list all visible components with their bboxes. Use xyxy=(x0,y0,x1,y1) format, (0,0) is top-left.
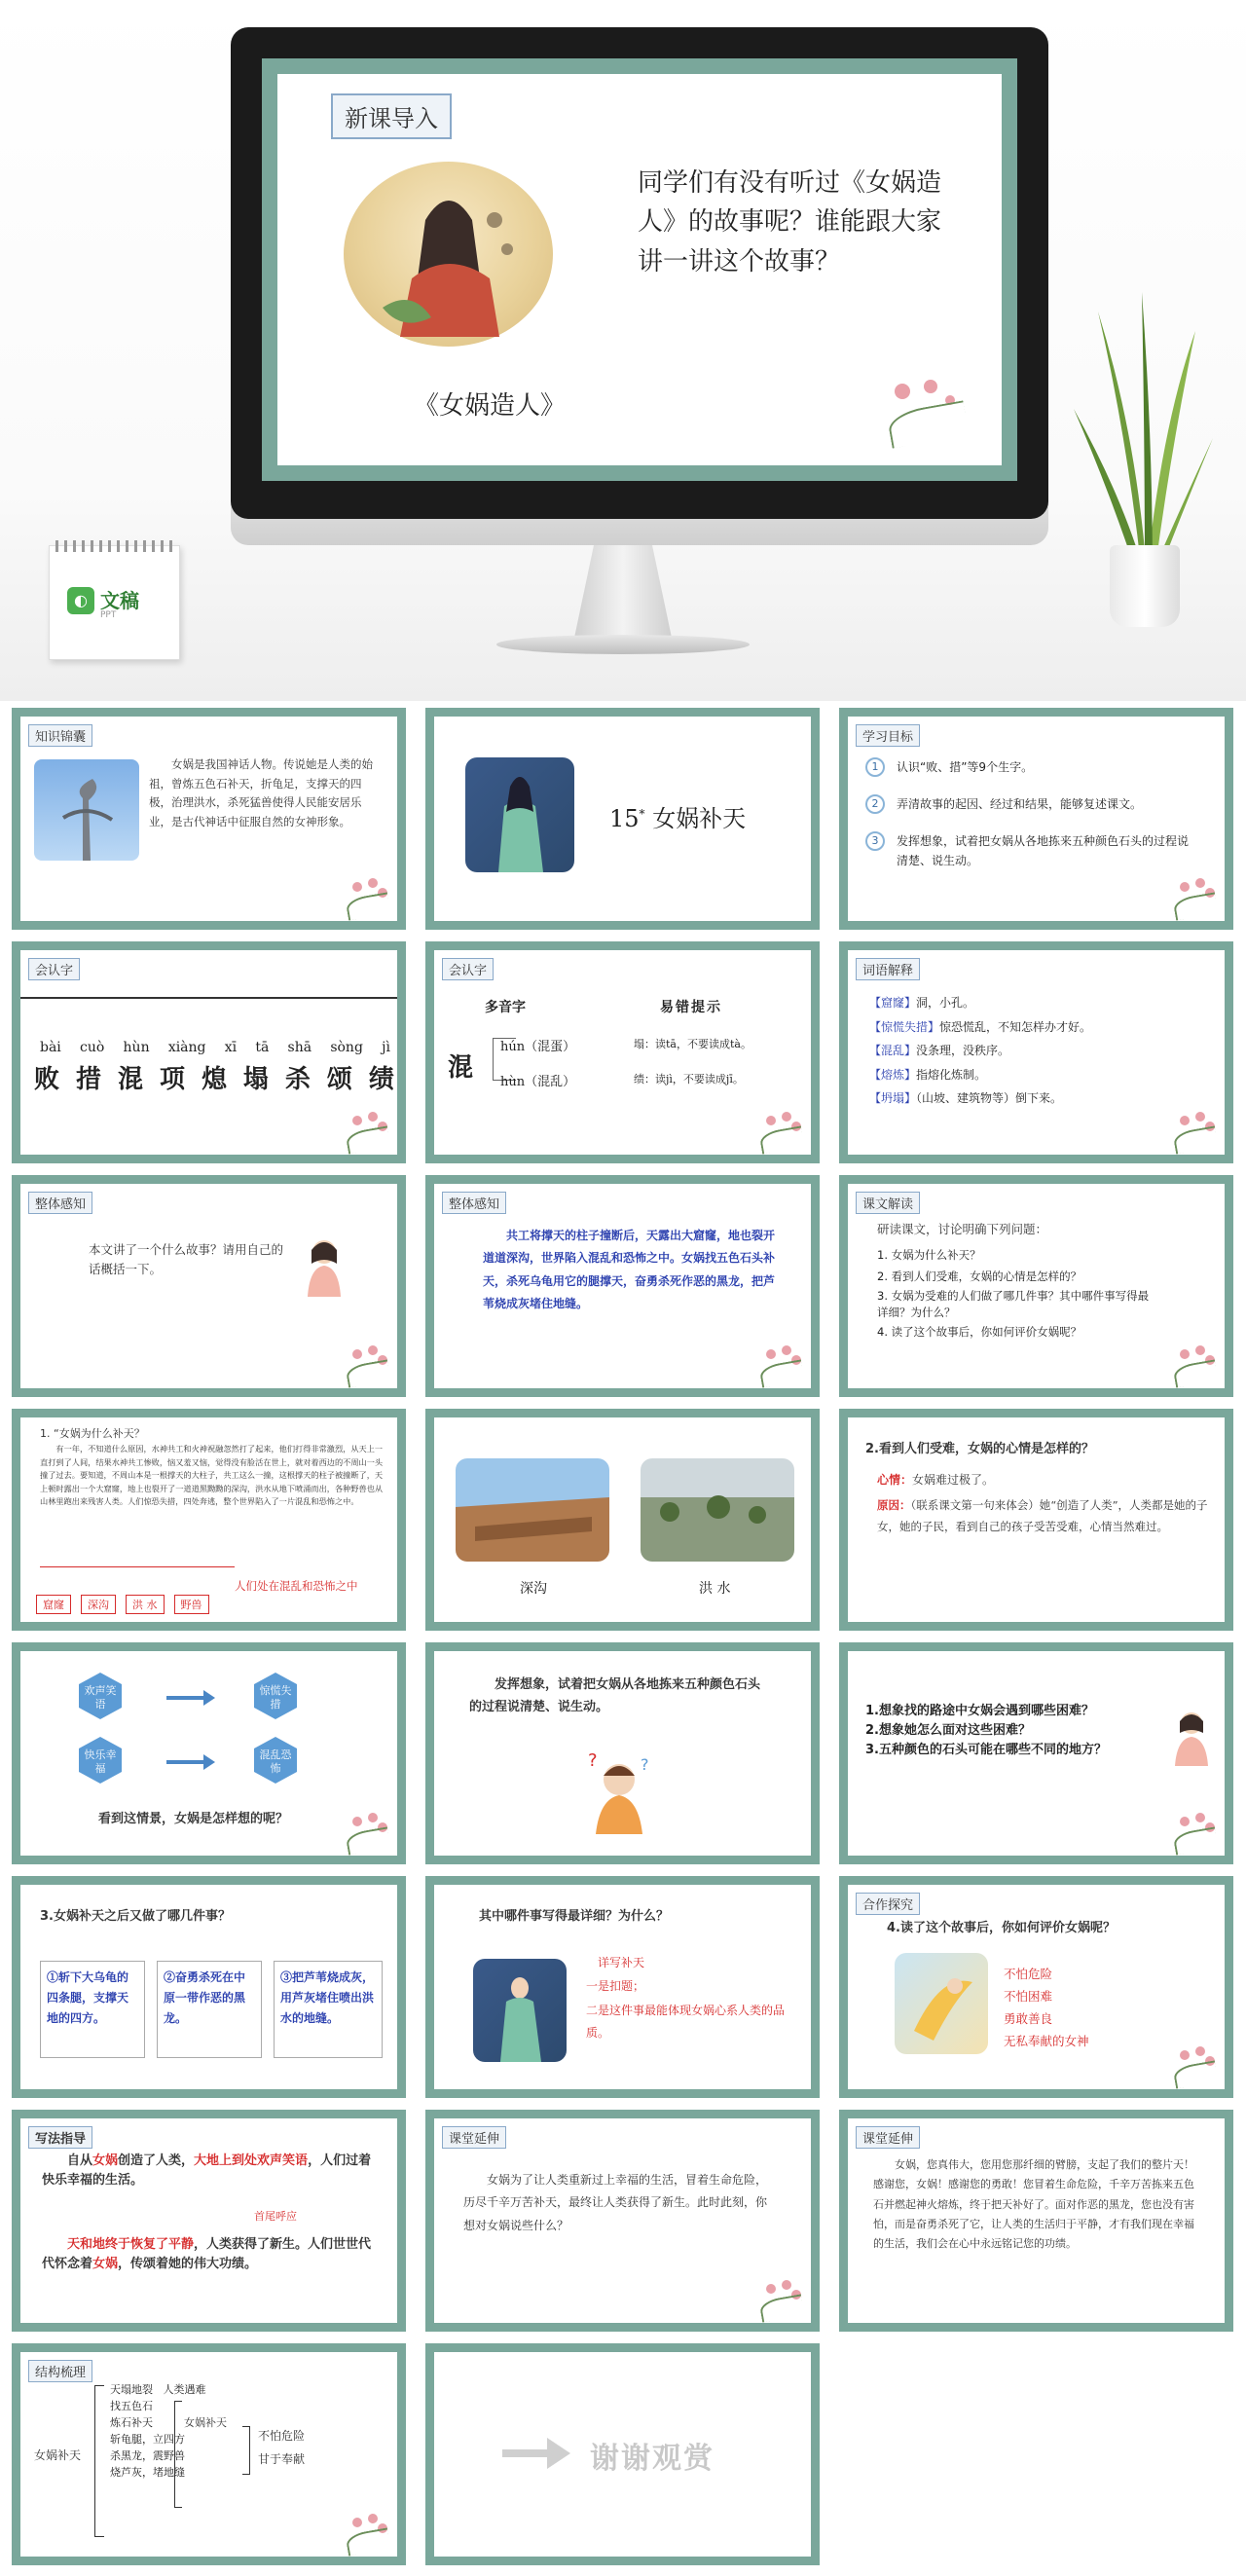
orchid-decoration xyxy=(343,876,393,919)
evaluate-question: 4.读了这个故事后，你如何评价女娲呢？ xyxy=(887,1921,1116,1935)
orchid-decoration xyxy=(1170,1811,1221,1854)
imagine-prompt: 发挥想象，试着把女娲从各地拣来五种颜色石头的过程说清楚、说生动。 xyxy=(469,1677,761,1714)
structure-quality: 不怕危险 xyxy=(258,2429,306,2443)
detail-question: 其中哪件事写得最详细？为什么？ xyxy=(479,1909,670,1924)
keyword-tag: 深沟 xyxy=(81,1595,116,1614)
structure-root: 女娲补天 xyxy=(34,2448,82,2462)
svg-text:?: ? xyxy=(588,1750,598,1771)
slide-tag: 课堂延伸 xyxy=(856,2126,920,2149)
difficulty-item: 2.想象她怎么面对这些困难？ xyxy=(865,1723,1031,1739)
orchid-decoration xyxy=(343,2512,393,2555)
character-item: 混 xyxy=(117,1065,143,1094)
slide-tag: 整体感知 xyxy=(442,1192,506,1214)
reading-question: 2. 看到人们受难，女娲的心情是怎样的？ xyxy=(877,1270,1082,1284)
monitor xyxy=(231,27,1048,519)
vocab-item: 【混乱】没条理，没秩序。 xyxy=(869,1044,1010,1058)
slide-tag: 写法指导 xyxy=(28,2126,92,2149)
slide-reading xyxy=(839,1175,1233,1397)
slide-polyphones xyxy=(425,941,820,1163)
pinyin-item: xī xyxy=(224,1040,238,1055)
character-item: 项 xyxy=(159,1065,185,1094)
flood-caption: 洪 水 xyxy=(699,1581,731,1597)
slide-difficulties xyxy=(839,1642,1233,1864)
plant-decoration xyxy=(1069,292,1215,584)
evaluate-item: 不怕危险 xyxy=(1004,1967,1053,1981)
character-item: 塌 xyxy=(242,1065,269,1094)
slide-tag: 结构梳理 xyxy=(28,2360,92,2382)
vocab-item: 【窟窿】洞，小孔。 xyxy=(869,996,975,1010)
orchid-decoration xyxy=(756,2278,807,2321)
slide-why-mend xyxy=(12,1409,406,1631)
reading-questions xyxy=(877,1244,1150,1343)
structure-quality: 甘于奉献 xyxy=(258,2452,306,2466)
slide-images xyxy=(425,1409,820,1631)
slide-thanks xyxy=(425,2343,820,2565)
goal-item xyxy=(865,757,1225,777)
orchid-decoration xyxy=(343,1110,393,1153)
slide-characters xyxy=(12,941,406,1163)
passage-text: 有一年，不知道什么原因，水神共工和火神祝融忽然打了起来，他们打得非常激烈，从天上一直打到了人间，结果水神共工惨败，恼又羞又恼，觉得没有脸活在世上，就对着西边的不周山一头撞了过去。要知道，不周山本是一根撑天的大柱子，共工这么一撞，这根撑天的柱子被撞断了，天上顿时露出一个大窟窿，地上也裂开了一道道黑黝黝的深沟，洪水从地下喷涌而出，各种野兽也从山林里跑出来残害人类。人们惊恐失措，四处奔逃，整个世界陷入了一片混乱和恐怖之中。 xyxy=(40,1444,384,1507)
vocab-item: 【坍塌】（山坡、建筑物等）倒下来。 xyxy=(869,1091,1063,1106)
pinyin-item: jì xyxy=(382,1040,390,1055)
goal-text: 发挥想象，试着把女娲从各地拣来五种颜色石头的过程说清楚、说生动。 xyxy=(897,834,1190,867)
pinyin-item: xiàng xyxy=(167,1040,206,1055)
slide-feeling xyxy=(839,1409,1233,1631)
slide-extension-2 xyxy=(839,2110,1233,2332)
slide-structure xyxy=(12,2343,406,2565)
slide-tag: 会认字 xyxy=(28,958,80,980)
ravine-caption: 深沟 xyxy=(520,1581,547,1597)
ravine-photo xyxy=(456,1458,609,1562)
contrast-question: 看到这情景，女娲是怎样想的呢？ xyxy=(98,1812,289,1826)
orchid-decoration xyxy=(343,1343,393,1386)
keyword-tag: 窟窿 xyxy=(36,1595,71,1614)
statue-photo xyxy=(34,759,139,861)
flood-photo xyxy=(641,1458,794,1562)
monitor-stand xyxy=(574,545,672,638)
character-item: 败 xyxy=(34,1065,60,1094)
orchid-decoration xyxy=(1170,2044,1221,2087)
arrow-right-icon xyxy=(502,2434,570,2473)
orchid-decoration xyxy=(756,1343,807,1386)
reading-1: hún（混蛋） xyxy=(500,1040,576,1054)
extension-prompt: 女娲为了让人类重新过上幸福的生活，冒着生命危险，历尽千辛万苦补天，最终让人类获得了新生。此时此刻，你想对女娲说些什么？ xyxy=(463,2173,768,2232)
pinyin-row xyxy=(40,1040,390,1055)
orchid-decoration xyxy=(1170,1343,1221,1386)
slide-imagine xyxy=(425,1642,820,1864)
slide-tag: 课堂延伸 xyxy=(442,2126,506,2149)
reading-question: 3. 女娲为受难的人们做了哪几件事？其中哪件事写得最详细？为什么？ xyxy=(877,1288,1150,1320)
hero-caption: 《女娲造人》 xyxy=(414,391,567,421)
hexagon-label: 快乐幸福 xyxy=(84,1748,117,1776)
goal-item xyxy=(865,794,1225,814)
vocab-item: 【熔炼】指熔化炼制。 xyxy=(869,1067,987,1082)
character-item: 颂 xyxy=(326,1065,352,1094)
logo-subtext: PPT xyxy=(100,610,117,620)
evaluate-list xyxy=(1004,1963,1089,2053)
tip-2: 绩：读jì，不要读成jī。 xyxy=(634,1073,744,1086)
extension-sample: 女娲，您真伟大，您用您那纤细的臂膀，支起了我们的整片天！感谢您，女娲！感谢您的勇敢！您冒着生命危险，千辛万苦拣来五色石并燃起神火熔炼，终于把天补好了。面对作恶的黑龙，您也没有害怕，而是奋勇杀死了它，让人类的生活归于平静，才有我们现在幸福的生活，我们会在心中永远铭记您的功绩。 xyxy=(873,2158,1194,2251)
goal-text: 认识“败、措”等9个生字。 xyxy=(897,760,1034,774)
writing-note: 首尾呼应 xyxy=(254,2210,297,2223)
slide-contrast xyxy=(12,1642,406,1864)
orchid-decoration xyxy=(1170,1110,1221,1153)
pinyin-item: cuò xyxy=(80,1040,105,1055)
hero-tag: 新课导入 xyxy=(331,93,452,139)
writing-paragraph-2: 天和地终于恢复了平静，人类获得了新生。人们世世代代怀念着女娲，传颂着她的伟大功绩。 xyxy=(42,2237,372,2272)
detail-point: 详写补天 xyxy=(598,1956,645,1969)
goal-number: 2 xyxy=(865,794,885,814)
writing-paragraph-1: 自从女娲创造了人类，大地上到处欢声笑语，人们过着快乐幸福的生活。 xyxy=(42,2153,372,2189)
thanks-text: 谢谢观赏 xyxy=(590,2442,715,2476)
pinyin-item: sòng xyxy=(330,1040,363,1055)
slide-title: 15* 女娲补天 xyxy=(425,708,820,930)
slide-vocabulary xyxy=(839,941,1233,1163)
slide-perception-1 xyxy=(12,1175,406,1397)
feeling-question: 2.看到人们受难，女娲的心情是怎样的？ xyxy=(865,1442,1094,1456)
reading-question: 1. 女娲为什么补天？ xyxy=(877,1248,981,1262)
hero-banner xyxy=(0,0,1246,701)
slide-perception-2 xyxy=(425,1175,820,1397)
goal-number: 1 xyxy=(865,757,885,777)
goal-text: 弄清故事的起因、经过和结果，能够复述课文。 xyxy=(897,797,1143,811)
orchid-decoration xyxy=(1170,876,1221,919)
structure-details: 天塌地裂 人类遇难 找五色石 炼石补天 斩龟腿，立四方 杀黑龙，震野兽 烧芦灰，堵地缝 xyxy=(110,2383,206,2480)
slide-evaluate xyxy=(839,1876,1233,2098)
detail-reason: 二是这件事最能体现女娲心系人类的品质。 xyxy=(586,2004,786,2040)
nuwa-thumbnail xyxy=(465,757,574,872)
monitor-screen xyxy=(262,58,1017,481)
evaluate-item: 勇敢善良 xyxy=(1004,2011,1053,2027)
feeling-reason: 原因：（联系课文第一句来体会）她“创造了人类”，人类都是她的子女，她的子民，看到自己的孩子受苦受难，心情当然难过。 xyxy=(877,1498,1208,1533)
difficulty-item: 1.想象找的路途中女娲会遇到哪些困难？ xyxy=(865,1704,1094,1718)
monitor-base xyxy=(496,635,750,654)
passage-conclusion: 人们处在混乱和恐怖之中 xyxy=(235,1579,358,1593)
polyphone-header: 多音字 xyxy=(485,1000,526,1015)
deed-box: ①斩下大乌龟的四条腿，支撑天地的四方。 xyxy=(40,1961,145,2058)
goal-item xyxy=(865,831,1225,870)
nuwa-illustration xyxy=(344,162,553,347)
slide-tag: 合作探究 xyxy=(856,1893,920,1915)
perception-question: 本文讲了一个什么故事？请用自己的话概括一下。 xyxy=(89,1242,284,1276)
slide-writing xyxy=(12,2110,406,2332)
knowledge-text: 女娲是我国神话人物。传说她是人类的始祖，曾炼五色石补天，折龟足，支撑天的四极，治理洪水，杀死猛兽使得人民能安居乐业，是古代神话中征服自然的女神形象。 xyxy=(149,757,373,828)
character-item: 熄 xyxy=(201,1065,227,1094)
characters-row xyxy=(34,1059,394,1095)
orchid-decoration xyxy=(885,378,972,446)
slide-tag: 学习目标 xyxy=(856,724,920,747)
logo-text: 文稿 xyxy=(100,589,139,612)
evaluate-item: 无私奉献的女神 xyxy=(1004,2034,1089,2049)
pinyin-item: shā xyxy=(287,1040,312,1055)
goal-number: 3 xyxy=(865,831,885,851)
character-item: 绩 xyxy=(368,1065,394,1094)
deeds-question: 3.女娲补天之后又做了哪几件事？ xyxy=(40,1909,231,1924)
polyphone-char: 混 xyxy=(448,1053,474,1083)
hexagon-label: 混乱恐怖 xyxy=(259,1748,292,1776)
difficulty-list xyxy=(865,1702,1157,1760)
svg-text:?: ? xyxy=(641,1755,649,1774)
pinyin-item: tā xyxy=(255,1040,270,1055)
structure-mid: 女娲补天 xyxy=(184,2416,227,2429)
thinking-child-illustration xyxy=(580,1747,658,1834)
deed-box: ③把芦苇烧成灰，用芦灰堵住喷出洪水的地缝。 xyxy=(274,1961,383,2058)
reading-2: hùn（混乱） xyxy=(500,1075,576,1089)
lesson-number: 15 xyxy=(609,805,640,832)
nuwa-thumbnail xyxy=(473,1959,567,2062)
slide-tag: 知识锦囊 xyxy=(28,724,92,747)
deed-box: ②奋勇杀死在中原一带作恶的黑龙。 xyxy=(157,1961,262,2058)
pinyin-item: bài xyxy=(40,1040,61,1055)
slide-tag: 会认字 xyxy=(442,958,494,980)
pinyin-item: hùn xyxy=(123,1040,150,1055)
tip-1: 塌：读tā，不要读成tà。 xyxy=(634,1038,751,1050)
hexagon-label: 惊慌失措 xyxy=(259,1684,292,1711)
orchid-decoration xyxy=(756,1110,807,1153)
vocab-list xyxy=(869,991,1220,1111)
keyword-row xyxy=(36,1595,209,1614)
slide-detail xyxy=(425,1876,820,2098)
plant-pot xyxy=(1110,545,1180,627)
slide-goals xyxy=(839,708,1233,930)
character-item: 杀 xyxy=(284,1065,311,1094)
keyword-tag: 野兽 xyxy=(174,1595,209,1614)
slide-knowledge xyxy=(12,708,406,930)
passage-title: 1. “女娲为什么补天？ xyxy=(40,1427,145,1440)
logo-icon: ◐ xyxy=(67,587,94,614)
evaluate-item: 不怕困难 xyxy=(1004,1989,1053,2005)
orchid-decoration xyxy=(343,1811,393,1854)
hexagon-label: 欢声笑语 xyxy=(84,1684,117,1711)
reading-intro: 研读课文，讨论明确下列问题： xyxy=(877,1222,1048,1236)
slide-tag: 整体感知 xyxy=(28,1192,92,1214)
teacher-illustration xyxy=(1169,1708,1214,1766)
slide-deeds xyxy=(12,1876,406,2098)
hero-slide xyxy=(277,74,1002,465)
lesson-title: 女娲补天 xyxy=(652,805,747,832)
story-summary: 共工将撑天的柱子撞断后，天露出大窟窿，地也裂开道道深沟，世界陷入混乱和恐怖之中。女娲找五色石头补天，杀死乌龟用它的腿撑天，奋勇杀死作恶的黑龙，把芦苇烧成灰堵住地缝。 xyxy=(483,1229,776,1311)
desk-calendar xyxy=(49,545,180,660)
detail-reason: 一是扣题； xyxy=(586,1979,645,1993)
slide-tag: 课文解读 xyxy=(856,1192,920,1214)
teacher-illustration xyxy=(298,1234,350,1297)
slide-tag: 词语解释 xyxy=(856,958,920,980)
tips-header: 易错提示 xyxy=(660,1000,722,1015)
difficulty-item: 3.五种颜色的石头可能在哪些不同的地方？ xyxy=(865,1743,1107,1758)
feeling-answer: 心情：女娲难过极了。 xyxy=(877,1473,995,1487)
keyword-tag: 洪 水 xyxy=(126,1595,165,1614)
reading-question: 4. 读了这个故事后，你如何评价女娲呢？ xyxy=(877,1325,1082,1340)
character-item: 措 xyxy=(75,1065,101,1094)
vocab-item: 【惊慌失措】惊恐慌乱，不知怎样办才好。 xyxy=(869,1019,1092,1034)
hero-question: 同学们有没有听过《女娲造人》的故事呢？谁能跟大家讲一讲这个故事？ xyxy=(638,168,942,276)
nuwa-flying-illustration xyxy=(895,1953,988,2054)
slide-extension-1 xyxy=(425,2110,820,2332)
